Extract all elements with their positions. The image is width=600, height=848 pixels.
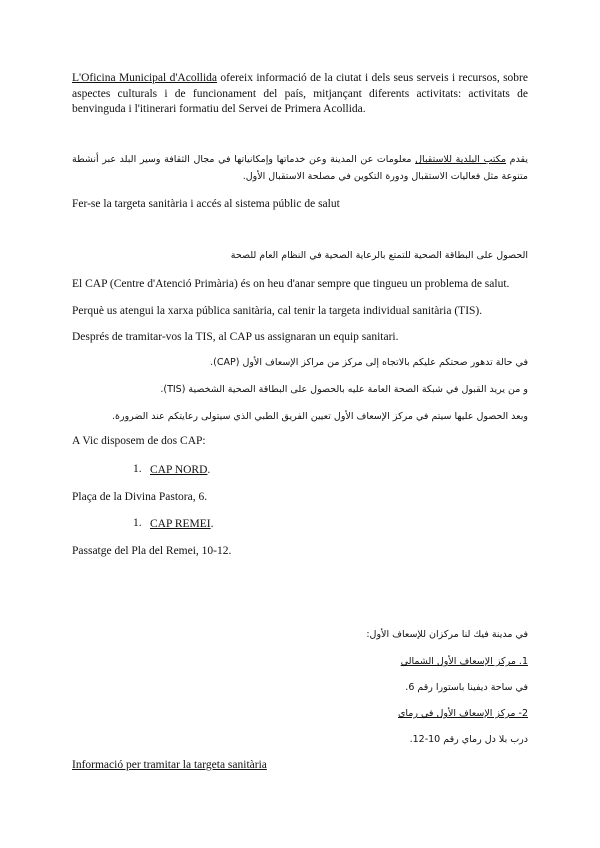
arabic-vic-intro: في مدينة فيك لنا مركزان للإسعاف الأول: [366, 629, 528, 640]
arabic-line-team: وبعد الحصول عليها سيتم في مركز الإسعاف الأول تعيين الفريق الطبي الذي سيتولى رعايتكم عند الضرورة. [112, 411, 528, 422]
intro-ar-before: يقدم [506, 154, 529, 165]
intro-paragraph [72, 71, 528, 118]
arabic-line-cap: في حالة تدهور صحتكم عليكم بالاتجاه إلى مركز من مراكز الإسعاف الأول (CAP). [210, 357, 528, 368]
section-title-health-card: Fer-se la targeta sanitària i accés al sistema públic de salut [72, 198, 340, 210]
arabic-cap-remei-link[interactable]: 2- مركز الإسعاف الأول في رماي [397, 708, 528, 719]
oficina-acollida-link-arabic[interactable]: مكتب البلدية للاستقبال [415, 154, 507, 165]
intro-paragraph-arabic [72, 151, 528, 185]
cap-remei-number: 1. [133, 517, 142, 529]
cap-remei-item [150, 517, 213, 532]
cap-remei-address: Passatge del Pla del Remei, 10-12. [72, 545, 232, 557]
paragraph-cap-definition: El CAP (Centre d'Atenció Primària) és on heu d'anar sempre que tingueu un problema de salut. [72, 278, 510, 290]
health-card-info-link[interactable]: Informació per tramitar la targeta sanitària [72, 759, 267, 771]
cap-nord-number: 1. [133, 463, 142, 475]
cap-nord-suffix: . [207, 464, 211, 476]
paragraph-team-assignment: Després de tramitar-vos la TIS, al CAP us assignaran un equip sanitari. [72, 331, 399, 343]
vic-cap-intro: A Vic disposem de dos CAP: [72, 435, 206, 447]
cap-nord-link[interactable]: CAP NORD [150, 464, 208, 476]
arabic-cap-nord-link[interactable]: 1. مركز الإسعاف الأول الشمالي [400, 656, 528, 667]
arabic-cap-remei-address: درب بلا دل رماي رقم 10-12. [409, 734, 528, 745]
section-title-health-card-arabic: الحصول على البطاقة الصحية للتمتع بالرعاية الصحية في النظام العام للصحة [230, 250, 528, 261]
oficina-acollida-link[interactable]: L'Oficina Municipal d'Acollida [72, 72, 218, 84]
intro-text: ofereix informació de la ciutat i dels seus serveis i recursos, sobre aspectes culturals i de funcionament del país, mitjançant diferents activitats: activitats de benvinguda i l'itinerari formatiu del Servei de Primera Acollida. [72, 72, 528, 115]
arabic-cap-nord-address: في ساحة ديفينا باستورا رقم 6. [405, 682, 528, 693]
arabic-line-tis: و من يريد القبول في شبكة الصحة العامة عليه بالحصول على البطاقة الصحية الشخصية (TIS). [160, 384, 528, 395]
cap-nord-item [150, 463, 210, 478]
paragraph-tis-requirement: Perquè us atengui la xarxa pública sanitària, cal tenir la targeta individual sanitària (TIS). [72, 305, 483, 317]
cap-remei-link[interactable]: CAP REMEI [150, 518, 211, 530]
intro-ar-text: معلومات عن المدينة وعن خدماتها وإمكانياتها في مجال الثقافة وسير البلد عبر أنشطة متنوعة مثل فعاليات الاستقبال ودورة التكوين في مصلحة الاستقبال الأول. [72, 154, 528, 182]
cap-remei-suffix: . [210, 518, 214, 530]
cap-nord-address: Plaça de la Divina Pastora, 6. [72, 491, 208, 503]
